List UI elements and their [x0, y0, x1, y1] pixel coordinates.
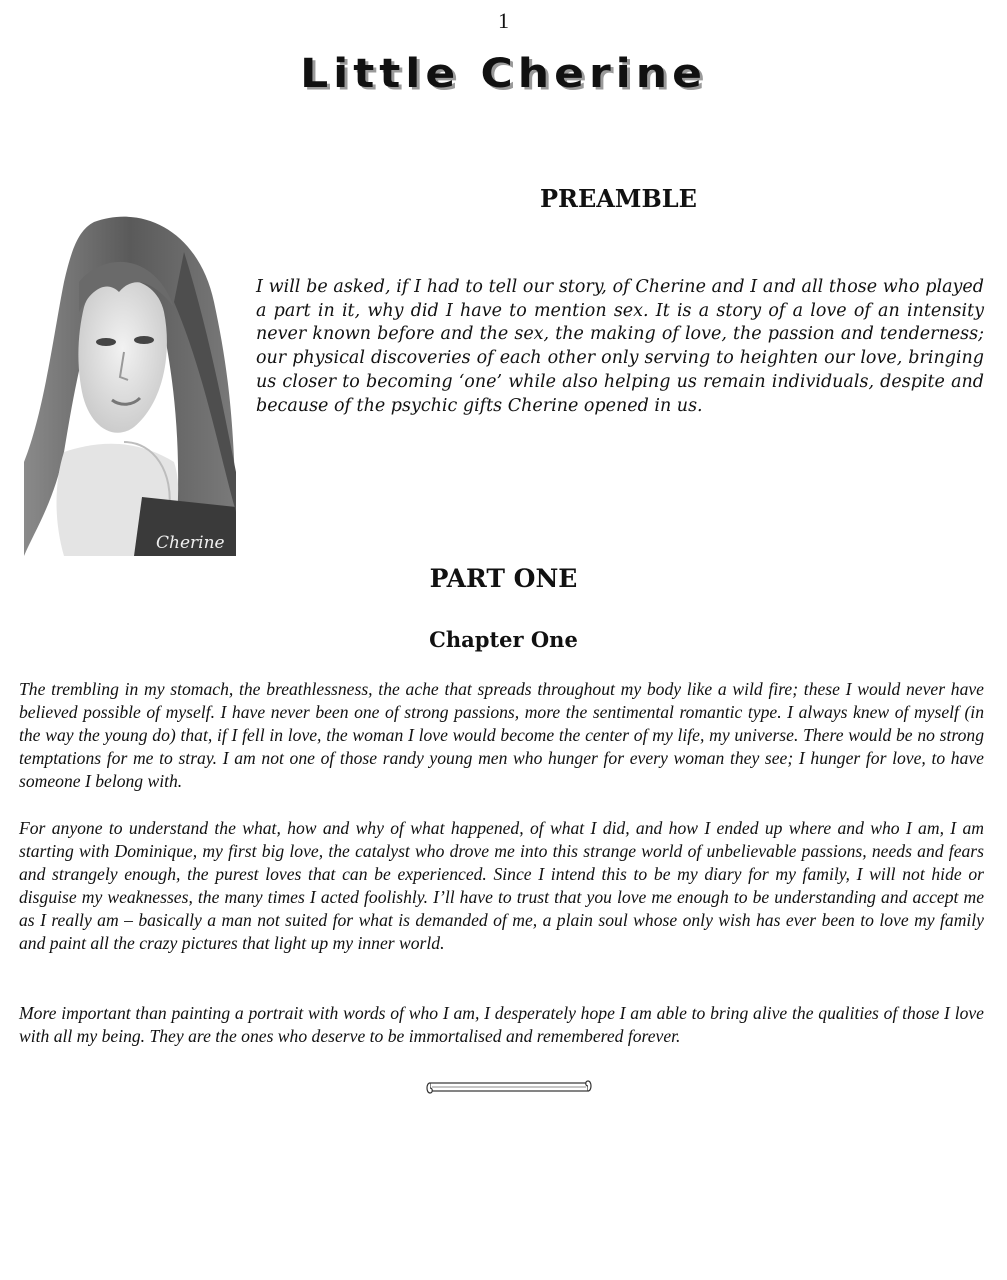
photo-signature: Cherine [156, 533, 225, 553]
chapter-paragraph: More important than painting a portrait with words of who I am, I desperately hope I am able to bring alive the qualities of those I love with all my being. They are the ones who deserve to be immortalised and remembered forever. [19, 1003, 984, 1046]
scroll-divider-icon [426, 1077, 592, 1097]
chapter-paragraph: For anyone to understand the what, how and why of what happened, of what I did, and how I ended up where and who I am, I am starting with Dominique, my first big love, the catalyst who drove me into this strange world of unbelievable passions, needs and fears and strangely enough, the purest loves that can be experienced. Since I intend this to be my diary for my family, I will not hide or disguise my weaknesses, the many times I acted foolishly. I’ll have to trust that you love me enough to be understanding and accept me as I really am – basically a man not suited for what is demanded of me, a plain soul whose only wish has ever been to love my family and paint all the crazy pictures that light up my inner world. [19, 818, 984, 953]
part-heading: PART ONE [429, 564, 578, 593]
chapter-paragraph: The trembling in my stomach, the breathlessness, the ache that spreads throughout my body like a wild fire; these I would never have believed possible of myself. I have never been one of strong passions, more the sentimental romantic type. I always knew of myself (in the way the young do) that, if I fell in love, the woman I love would become the center of my life, my universe. There would be no strong temptations for me to stray. I am not one of those randy young men who hunger for every woman they see; I hunger for love, to have someone I belong with. [19, 679, 984, 791]
preamble-heading: PREAMBLE [540, 184, 697, 213]
page-number: 1 [498, 8, 509, 33]
chapter-heading: Chapter One [429, 627, 578, 652]
preamble-text: I will be asked, if I had to tell our story, of Cherine and I and all those who played a part in it, why did I have to mention sex. It is a story of a love of an intensity never known before and the sex, the making of love, the passion and tenderness; our physical discoveries of each other only serving to heighten our love, bringing us closer to becoming ‘one’ while also helping us remain individuals, despite and because of the psychic gifts Cherine opened in us. [256, 277, 984, 416]
document-title: Little Cherine [300, 50, 707, 97]
portrait-photo [24, 212, 236, 556]
